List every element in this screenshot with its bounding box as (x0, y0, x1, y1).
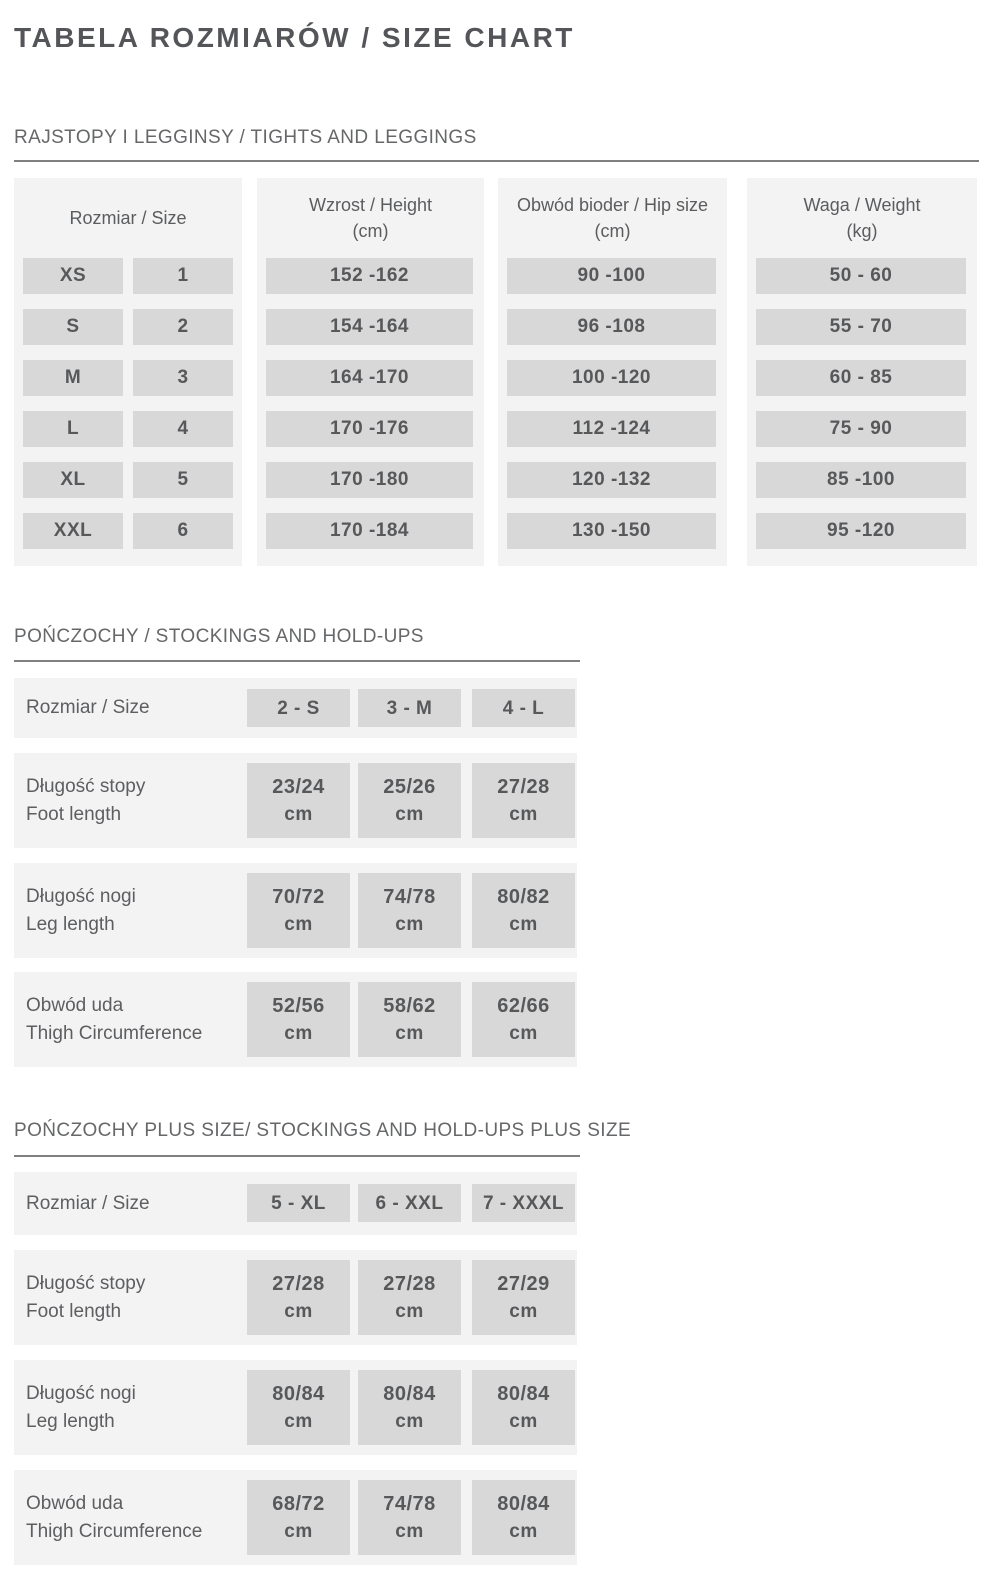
cell-unit: cm (509, 1410, 538, 1432)
table-row (747, 360, 977, 396)
table-row (14, 258, 242, 294)
size-cell: XL (23, 462, 123, 498)
weight-cell: 95 -120 (756, 513, 966, 549)
height-cell: 170 -176 (266, 411, 473, 447)
row-label (26, 992, 202, 1048)
stockings-plus-leg-length-row (14, 1360, 577, 1455)
row-label (26, 773, 145, 829)
page-title: TABELA ROZMIARÓW / SIZE CHART (14, 22, 575, 53)
tights-section-heading: RAJSTOPY I LEGGINSY / TIGHTS AND LEGGINGS (14, 127, 477, 148)
cell-unit: cm (284, 1300, 313, 1322)
height-header-unit: (cm) (352, 221, 389, 241)
cell-unit: cm (395, 1520, 424, 1542)
weight-rows (747, 258, 977, 564)
table-row (257, 462, 484, 498)
table-row (257, 309, 484, 345)
size-cell: XS (23, 258, 123, 294)
measurement-cell (358, 873, 461, 948)
measurement-cell (247, 1370, 350, 1445)
measurement-cell (247, 982, 350, 1057)
cell-value: 27/28 (383, 1272, 436, 1295)
height-column-header (257, 178, 484, 258)
row-label-en: Thigh Circumference (26, 1022, 203, 1044)
cell-unit: cm (395, 1300, 424, 1322)
cell-value: 27/28 (272, 1272, 325, 1295)
tights-section-rule (14, 160, 979, 162)
row-label-en: Leg length (26, 913, 115, 935)
row-label-pl: Długość stopy (26, 1272, 146, 1294)
table-row (747, 411, 977, 447)
height-cell: 164 -170 (266, 360, 473, 396)
row-label-pl: Długość nogi (26, 1382, 136, 1404)
size-number-cell: 3 (133, 360, 233, 396)
table-row (257, 360, 484, 396)
cell-unit: cm (509, 1520, 538, 1542)
cell-value: 58/62 (383, 994, 436, 1017)
size-cell: 3 - M (358, 689, 461, 727)
row-label-en: Foot length (26, 803, 122, 825)
measurement-cell (358, 982, 461, 1057)
measurement-cell (472, 1260, 575, 1335)
stockings-foot-length-row (14, 753, 577, 848)
hip-cell: 120 -132 (507, 462, 716, 498)
hip-header-unit: (cm) (594, 221, 631, 241)
cell-unit: cm (395, 913, 424, 935)
size-number-cell: 2 (133, 309, 233, 345)
cell-unit: cm (509, 913, 538, 935)
table-row (498, 309, 727, 345)
measurement-cell (472, 1480, 575, 1555)
table-row (257, 411, 484, 447)
measurement-cell (247, 1480, 350, 1555)
measurement-cell (358, 1370, 461, 1445)
cell-value: 80/84 (272, 1382, 325, 1405)
measurement-cell (472, 763, 575, 838)
weight-cell: 55 - 70 (756, 309, 966, 345)
stockings-thigh-row (14, 972, 577, 1067)
cell-unit: cm (284, 1520, 313, 1542)
weight-cell: 75 - 90 (756, 411, 966, 447)
table-row (14, 513, 242, 549)
table-row (498, 258, 727, 294)
table-row (14, 309, 242, 345)
cell-unit: cm (284, 1410, 313, 1432)
hip-cell: 96 -108 (507, 309, 716, 345)
size-rows (14, 258, 242, 564)
table-row (14, 462, 242, 498)
hip-cell: 130 -150 (507, 513, 716, 549)
tights-height-column (257, 178, 484, 566)
cell-value: 80/84 (497, 1492, 550, 1515)
table-row (14, 411, 242, 447)
size-cell: 7 - XXXL (472, 1184, 575, 1222)
stockings-section-heading: POŃCZOCHY / STOCKINGS AND HOLD-UPS (14, 626, 424, 647)
cell-unit: cm (395, 803, 424, 825)
size-cell: S (23, 309, 123, 345)
measurement-cell (247, 1260, 350, 1335)
table-row (257, 513, 484, 549)
tights-size-column (14, 178, 242, 566)
table-row (498, 411, 727, 447)
cell-value: 80/82 (497, 885, 550, 908)
cell-value: 80/84 (383, 1382, 436, 1405)
stockings-plus-thigh-row (14, 1470, 577, 1565)
size-cell: M (23, 360, 123, 396)
cell-unit: cm (509, 1300, 538, 1322)
height-cell: 170 -180 (266, 462, 473, 498)
row-label: Rozmiar / Size (26, 1192, 150, 1214)
cell-unit: cm (284, 1022, 313, 1044)
cell-value: 68/72 (272, 1492, 325, 1515)
size-cell: 2 - S (247, 689, 350, 727)
table-row (747, 258, 977, 294)
cell-value: 52/56 (272, 994, 325, 1017)
height-cell: 154 -164 (266, 309, 473, 345)
cell-value: 27/29 (497, 1272, 550, 1295)
hip-cell: 100 -120 (507, 360, 716, 396)
table-row (498, 462, 727, 498)
hip-rows (498, 258, 727, 564)
table-row (498, 513, 727, 549)
row-label-en: Leg length (26, 1410, 115, 1432)
table-row (14, 360, 242, 396)
row-label-pl: Obwód uda (26, 994, 124, 1016)
stockings-leg-length-row (14, 863, 577, 958)
weight-cell: 50 - 60 (756, 258, 966, 294)
table-row (498, 360, 727, 396)
row-label: Rozmiar / Size (26, 697, 150, 718)
size-cell: L (23, 411, 123, 447)
size-number-cell: 4 (133, 411, 233, 447)
cell-unit: cm (395, 1410, 424, 1432)
hip-header-label: Obwód bioder / Hip size (516, 195, 709, 215)
height-rows (257, 258, 484, 564)
table-row (747, 462, 977, 498)
tights-weight-column (747, 178, 977, 566)
row-label-pl: Obwód uda (26, 1492, 124, 1514)
tights-hip-column (498, 178, 727, 566)
stockings-plus-size-row (14, 1172, 577, 1235)
measurement-cell (472, 982, 575, 1057)
cell-value: 27/28 (497, 775, 550, 798)
cell-value: 74/78 (383, 1492, 436, 1515)
cell-value: 80/84 (497, 1382, 550, 1405)
cell-unit: cm (509, 1022, 538, 1044)
cell-unit: cm (509, 803, 538, 825)
cell-unit: cm (284, 913, 313, 935)
size-cell: 6 - XXL (358, 1184, 461, 1222)
table-row (747, 513, 977, 549)
weight-header-unit: (kg) (846, 221, 878, 241)
cell-value: 25/26 (383, 775, 436, 798)
table-row (257, 258, 484, 294)
row-label (26, 1380, 136, 1436)
hip-cell: 112 -124 (507, 411, 716, 447)
weight-cell: 85 -100 (756, 462, 966, 498)
cell-unit: cm (284, 803, 313, 825)
hip-column-header (498, 178, 727, 258)
height-header-label: Wzrost / Height (308, 195, 433, 215)
measurement-cell (358, 1480, 461, 1555)
weight-cell: 60 - 85 (756, 360, 966, 396)
stockings-plus-section-heading: POŃCZOCHY PLUS SIZE/ STOCKINGS AND HOLD-UPS PLUS SIZE (14, 1120, 632, 1141)
size-number-cell: 5 (133, 462, 233, 498)
size-column-header (14, 178, 242, 258)
cell-unit: cm (395, 1022, 424, 1044)
size-number-cell: 6 (133, 513, 233, 549)
row-label-en: Foot length (26, 1300, 122, 1322)
size-number-cell: 1 (133, 258, 233, 294)
stockings-size-row (14, 678, 577, 738)
row-label (26, 883, 136, 939)
measurement-cell (472, 1370, 575, 1445)
weight-header-label: Waga / Weight (803, 195, 921, 215)
cell-value: 70/72 (272, 885, 325, 908)
height-cell: 152 -162 (266, 258, 473, 294)
row-label (26, 1490, 202, 1546)
measurement-cell (358, 763, 461, 838)
cell-value: 74/78 (383, 885, 436, 908)
row-label-en: Thigh Circumference (26, 1520, 203, 1542)
row-label-pl: Długość nogi (26, 885, 136, 907)
cell-value: 62/66 (497, 994, 550, 1017)
height-cell: 170 -184 (266, 513, 473, 549)
size-cell: 4 - L (472, 689, 575, 727)
cell-value: 23/24 (272, 775, 325, 798)
size-header-label: Rozmiar / Size (69, 208, 187, 228)
size-cell: XXL (23, 513, 123, 549)
measurement-cell (247, 873, 350, 948)
size-cell: 5 - XL (247, 1184, 350, 1222)
measurement-cell (472, 873, 575, 948)
row-label (26, 1270, 145, 1326)
row-label-pl: Długość stopy (26, 775, 146, 797)
hip-cell: 90 -100 (507, 258, 716, 294)
stockings-plus-foot-length-row (14, 1250, 577, 1345)
measurement-cell (358, 1260, 461, 1335)
table-row (747, 309, 977, 345)
stockings-plus-section-rule (14, 1155, 580, 1157)
weight-column-header (747, 178, 977, 258)
stockings-section-rule (14, 660, 580, 662)
measurement-cell (247, 763, 350, 838)
